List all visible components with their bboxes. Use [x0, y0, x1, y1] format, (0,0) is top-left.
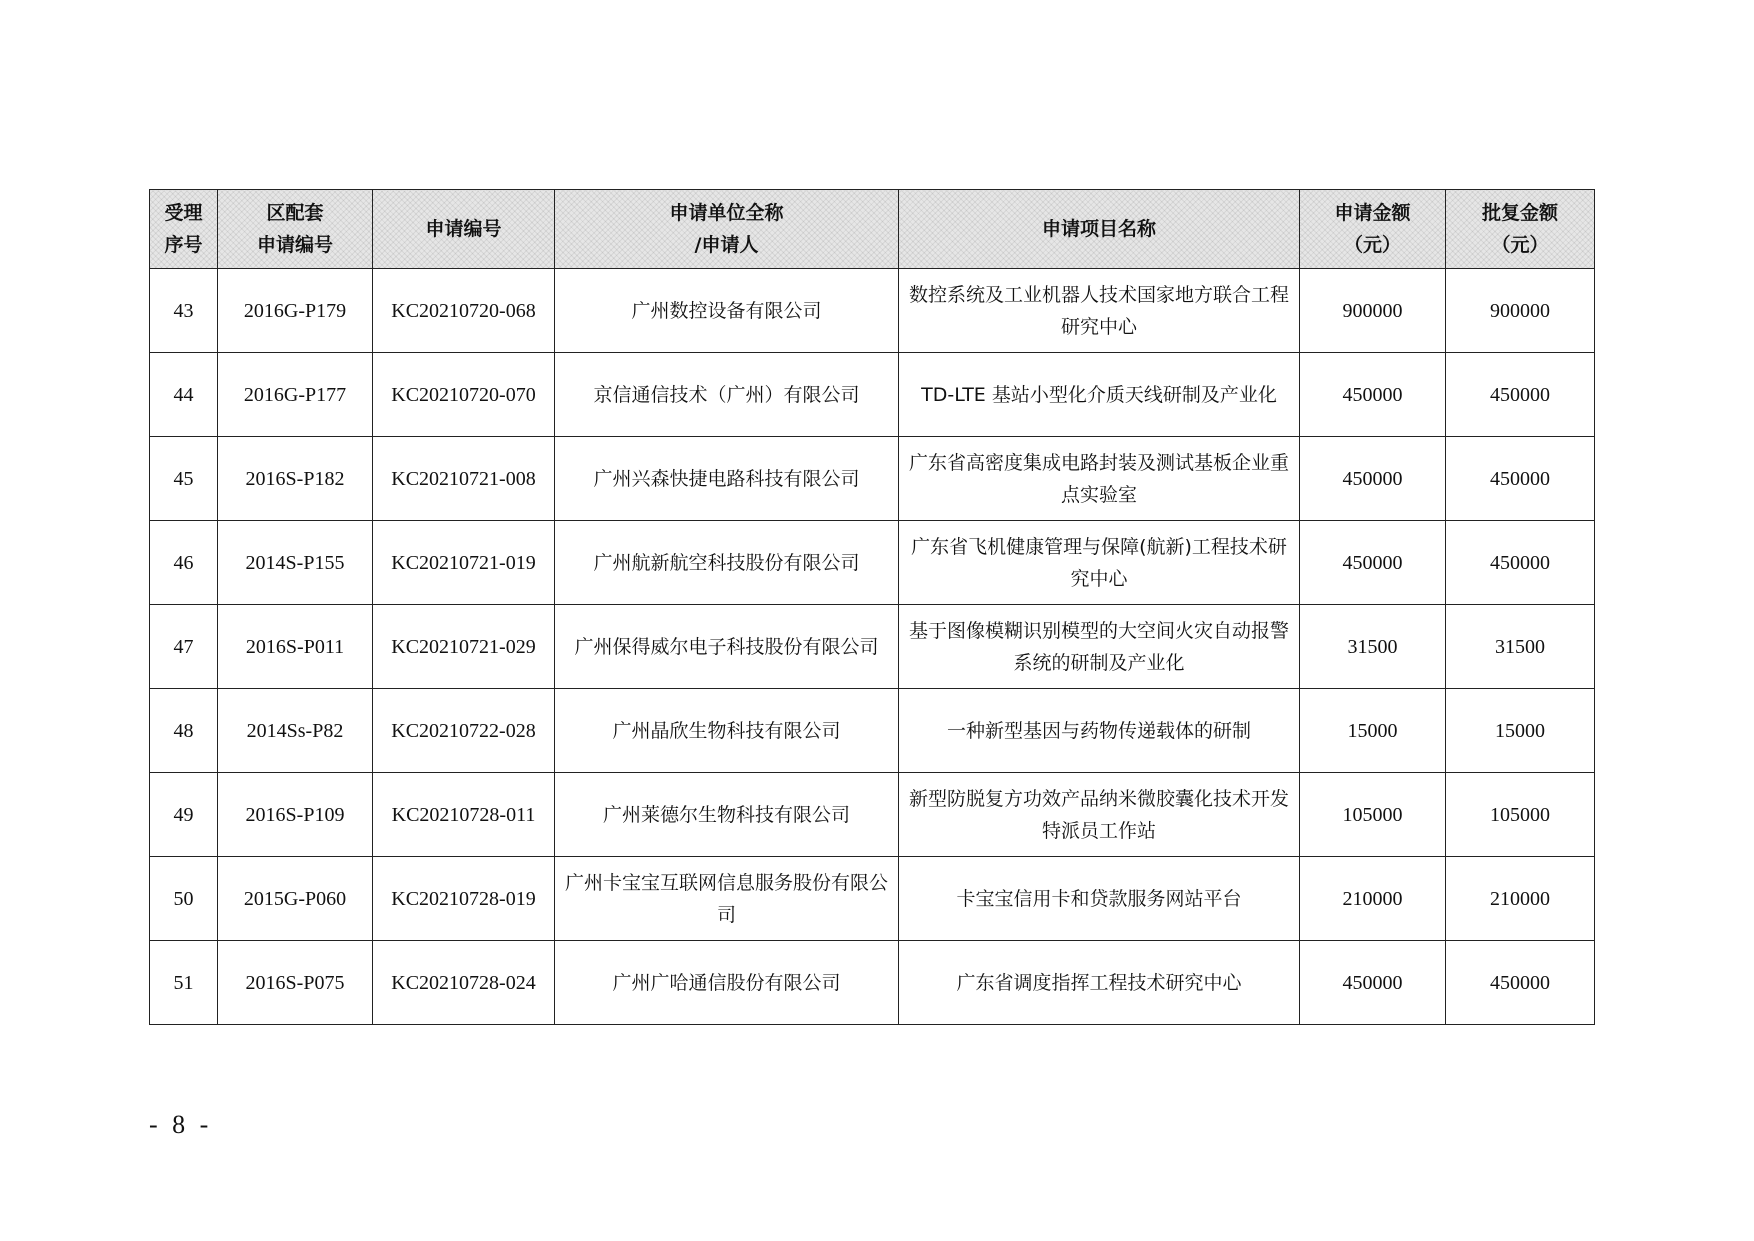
cell-applicant: 广州晶欣生物科技有限公司 — [555, 689, 899, 773]
cell-seq: 45 — [150, 437, 218, 521]
cell-app-no: KC20210721-029 — [373, 605, 555, 689]
cell-project: 基于图像模糊识别模型的大空间火灾自动报警系统的研制及产业化 — [899, 605, 1300, 689]
cell-seq: 44 — [150, 353, 218, 437]
funding-table — [149, 189, 1595, 1025]
cell-zone-code: 2014Ss-P82 — [218, 689, 373, 773]
cell-seq: 46 — [150, 521, 218, 605]
table-row — [150, 773, 1595, 857]
cell-zone-code: 2015G-P060 — [218, 857, 373, 941]
cell-approved: 210000 — [1446, 857, 1595, 941]
header-row — [150, 190, 1595, 269]
header-app-no: 申请编号 — [373, 190, 555, 269]
cell-seq: 51 — [150, 941, 218, 1025]
cell-seq: 47 — [150, 605, 218, 689]
cell-app-no: KC20210728-019 — [373, 857, 555, 941]
header-project: 申请项目名称 — [899, 190, 1300, 269]
cell-applicant: 广州保得威尔电子科技股份有限公司 — [555, 605, 899, 689]
cell-applicant: 广州数控设备有限公司 — [555, 269, 899, 353]
cell-approved: 450000 — [1446, 437, 1595, 521]
cell-applicant: 广州卡宝宝互联网信息服务股份有限公司 — [555, 857, 899, 941]
cell-app-no: KC20210720-068 — [373, 269, 555, 353]
table-row — [150, 689, 1595, 773]
cell-zone-code: 2016S-P075 — [218, 941, 373, 1025]
cell-applicant: 广州兴森快捷电路科技有限公司 — [555, 437, 899, 521]
cell-project: 广东省飞机健康管理与保障(航新)工程技术研究中心 — [899, 521, 1300, 605]
cell-approved: 450000 — [1446, 353, 1595, 437]
cell-requested: 450000 — [1300, 521, 1446, 605]
cell-app-no: KC20210721-019 — [373, 521, 555, 605]
page-number: - 8 - — [149, 1110, 213, 1139]
cell-app-no: KC20210728-024 — [373, 941, 555, 1025]
cell-approved: 450000 — [1446, 941, 1595, 1025]
cell-approved: 450000 — [1446, 521, 1595, 605]
cell-project: 数控系统及工业机器人技术国家地方联合工程研究中心 — [899, 269, 1300, 353]
header-requested: 申请金额 （元） — [1300, 190, 1446, 269]
cell-project: 卡宝宝信用卡和贷款服务网站平台 — [899, 857, 1300, 941]
cell-app-no: KC20210720-070 — [373, 353, 555, 437]
cell-zone-code: 2016G-P179 — [218, 269, 373, 353]
table-row — [150, 437, 1595, 521]
table-body — [150, 269, 1595, 1025]
table-row — [150, 521, 1595, 605]
cell-seq: 43 — [150, 269, 218, 353]
cell-applicant: 京信通信技术（广州）有限公司 — [555, 353, 899, 437]
cell-project: 新型防脱复方功效产品纳米微胶囊化技术开发特派员工作站 — [899, 773, 1300, 857]
header-zone-code: 区配套 申请编号 — [218, 190, 373, 269]
cell-requested: 450000 — [1300, 941, 1446, 1025]
cell-approved: 900000 — [1446, 269, 1595, 353]
cell-requested: 15000 — [1300, 689, 1446, 773]
cell-zone-code: 2016S-P109 — [218, 773, 373, 857]
cell-seq: 48 — [150, 689, 218, 773]
cell-requested: 31500 — [1300, 605, 1446, 689]
table-row — [150, 941, 1595, 1025]
cell-app-no: KC20210721-008 — [373, 437, 555, 521]
table-row — [150, 269, 1595, 353]
cell-applicant: 广州莱德尔生物科技有限公司 — [555, 773, 899, 857]
cell-zone-code: 2016G-P177 — [218, 353, 373, 437]
table-row — [150, 857, 1595, 941]
cell-approved: 31500 — [1446, 605, 1595, 689]
cell-requested: 105000 — [1300, 773, 1446, 857]
cell-requested: 450000 — [1300, 437, 1446, 521]
cell-project: TD-LTE 基站小型化介质天线研制及产业化 — [899, 353, 1300, 437]
cell-seq: 50 — [150, 857, 218, 941]
cell-requested: 210000 — [1300, 857, 1446, 941]
table-row — [150, 353, 1595, 437]
table-header — [150, 190, 1595, 269]
cell-app-no: KC20210722-028 — [373, 689, 555, 773]
cell-zone-code: 2016S-P011 — [218, 605, 373, 689]
cell-applicant: 广州广哈通信股份有限公司 — [555, 941, 899, 1025]
cell-requested: 450000 — [1300, 353, 1446, 437]
cell-applicant: 广州航新航空科技股份有限公司 — [555, 521, 899, 605]
header-seq: 受理 序号 — [150, 190, 218, 269]
cell-requested: 900000 — [1300, 269, 1446, 353]
cell-zone-code: 2016S-P182 — [218, 437, 373, 521]
cell-project: 广东省调度指挥工程技术研究中心 — [899, 941, 1300, 1025]
cell-project: 一种新型基因与药物传递载体的研制 — [899, 689, 1300, 773]
table-row — [150, 605, 1595, 689]
header-applicant: 申请单位全称 /申请人 — [555, 190, 899, 269]
cell-project: 广东省高密度集成电路封装及测试基板企业重点实验室 — [899, 437, 1300, 521]
cell-app-no: KC20210728-011 — [373, 773, 555, 857]
cell-approved: 105000 — [1446, 773, 1595, 857]
cell-approved: 15000 — [1446, 689, 1595, 773]
cell-seq: 49 — [150, 773, 218, 857]
header-approved: 批复金额 （元） — [1446, 190, 1595, 269]
cell-zone-code: 2014S-P155 — [218, 521, 373, 605]
